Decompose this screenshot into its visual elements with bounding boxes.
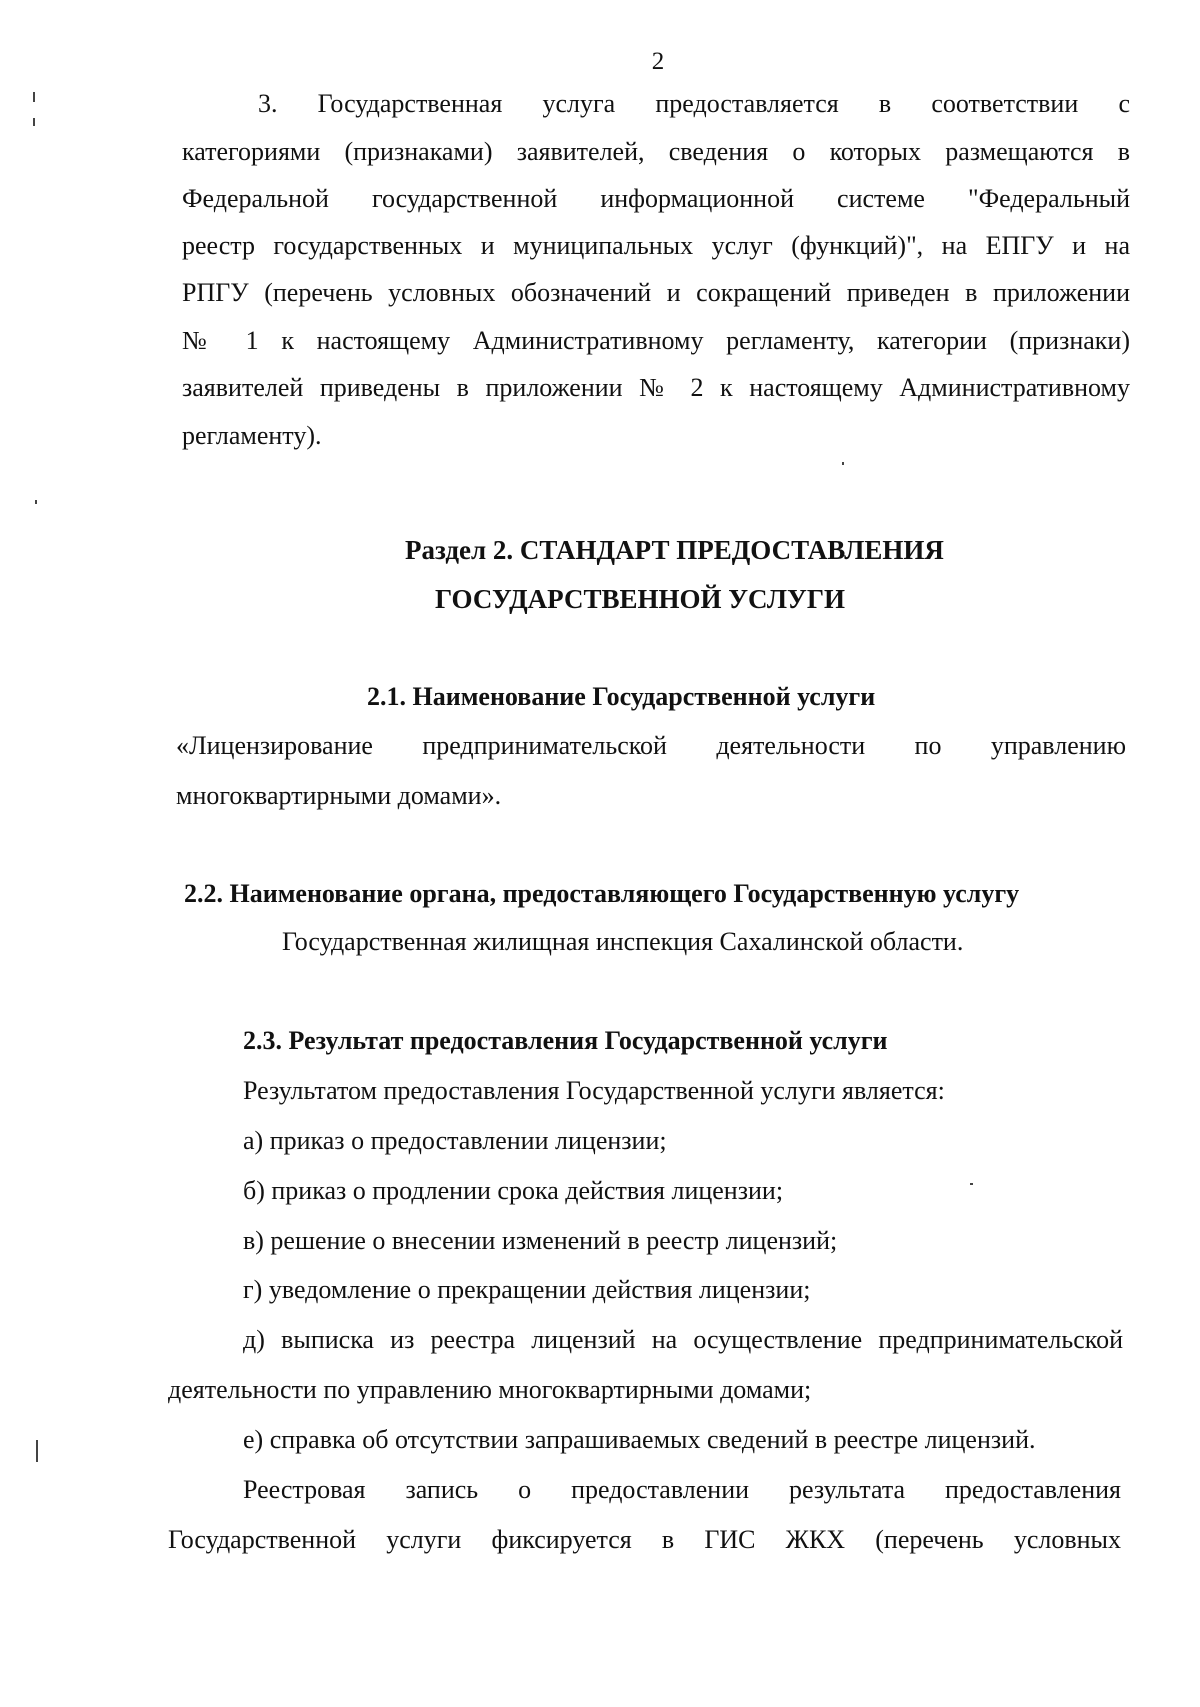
registry-paragraph-line: Реестровая запись о предоставлении результата предоставления [243,1475,1121,1504]
subsection-2-3-heading: 2.3. Результат предоставления Государственной услуги [243,1026,888,1055]
subsection-2-2-heading: 2.2. Наименование органа, предоставляющего Государственную услугу [184,879,1020,908]
subsection-2-1-heading: 2.1. Наименование Государственной услуги [367,682,876,711]
scan-speck [33,118,35,126]
registry-paragraph-line: Государственной услуги фиксируется в ГИС ЖКХ (перечень условных [168,1525,1121,1554]
result-list-item: в) решение о внесении изменений в реестр лицензий; [243,1226,838,1255]
intro-line: реестр государственных и муниципальных услуг (функций)", на ЕПГУ и на [182,231,1130,260]
intro-line: № 1 к настоящему Административному регламенту, категории (признаки) [182,326,1130,355]
intro-line: РПГУ (перечень условных обозначений и сокращений приведен в приложении [182,278,1130,307]
result-list-item: е) справка об отсутствии запрашиваемых сведений в реестре лицензий. [243,1425,1036,1454]
result-list-item-continuation: деятельности по управлению многоквартирными домами; [168,1375,812,1404]
subsection-2-1-text: «Лицензирование предпринимательской деятельности по управлению [176,731,1126,760]
intro-line: категориями (признаками) заявителей, сведения о которых размещаются в [182,137,1130,166]
scan-speck [33,92,35,102]
result-list-item: а) приказ о предоставлении лицензии; [243,1126,667,1155]
page-number: 2 [651,48,665,75]
intro-line: регламенту). [182,421,322,450]
intro-line: Федеральной государственной информационной системе "Федеральный [182,184,1130,213]
result-list-item: б) приказ о продлении срока действия лицензии; [243,1176,784,1205]
scan-speck [36,1440,38,1462]
subsection-2-1-text: многоквартирными домами». [176,781,502,810]
scan-speck [970,1183,973,1185]
scan-speck [35,500,37,504]
intro-line: заявителей приведены в приложении № 2 к настоящему Административному [182,373,1130,402]
subsection-2-3-intro: Результатом предоставления Государственной услуги является: [243,1076,945,1105]
intro-line: 3. Государственная услуга предоставляется в соответствии с [258,89,1130,118]
subsection-2-2-text: Государственная жилищная инспекция Сахалинской области. [282,927,964,956]
section-title-line2: ГОСУДАРСТВЕННОЙ УСЛУГИ [435,584,845,614]
section-title-line1: Раздел 2. СТАНДАРТ ПРЕДОСТАВЛЕНИЯ [405,535,944,565]
result-list-item: д) выписка из реестра лицензий на осуществление предпринимательской [243,1325,1123,1354]
scan-speck [842,462,844,465]
result-list-item: г) уведомление о прекращении действия лицензии; [243,1275,811,1304]
